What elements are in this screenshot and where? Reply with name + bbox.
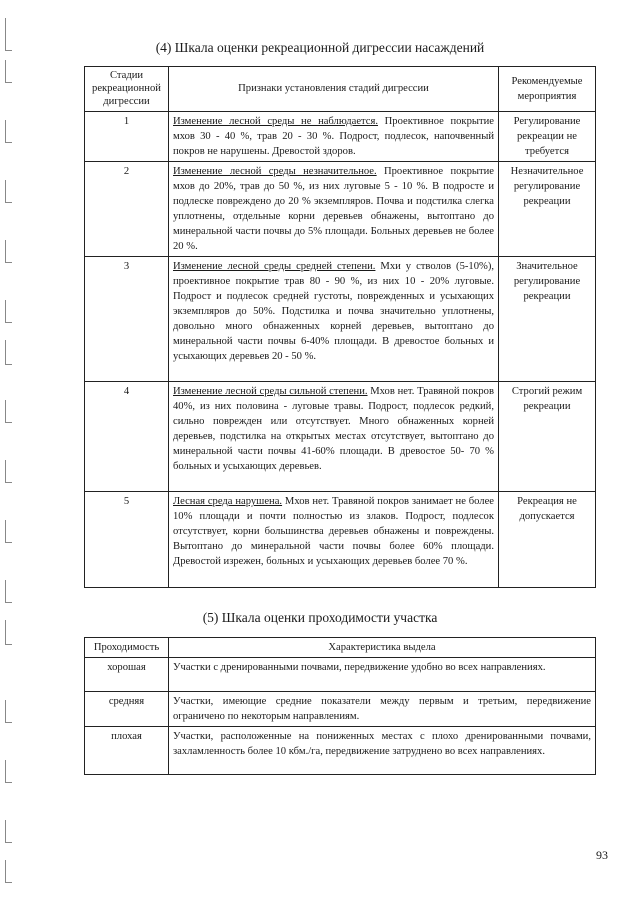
binding-mark	[5, 580, 12, 603]
table-row	[85, 727, 596, 775]
stage-action: Рекреация не допускается	[499, 491, 596, 587]
binding-mark	[5, 240, 12, 263]
digression-scale-table	[84, 66, 596, 588]
stage-lead: Изменение лесной среды сильной степени.	[173, 385, 368, 397]
passability-name: плохая	[85, 727, 169, 775]
table-row	[85, 491, 596, 587]
stage-action: Значительное регулирование рекреации	[499, 256, 596, 381]
binding-mark	[5, 400, 12, 423]
binding-mark	[5, 520, 12, 543]
table-row	[85, 111, 596, 161]
stage-number: 4	[85, 381, 169, 491]
stage-lead: Лесная среда нарушена.	[173, 495, 283, 507]
stage-text: Мхов нет. Травяной покров 40%, из них половина - луговые травы. Подрост, подлесок редкий, сильно поврежден или отсутствует. Много обнаженных корней деревьев, подстилка на открытых местах отсутствует, вытоптано до минеральной части почвы 41-60% площади. В древостое 50- 70 % больных и усыхающих деревьев.	[173, 385, 494, 473]
passability-name: средняя	[85, 692, 169, 727]
stage-text: Мхов нет. Травяной покров занимает не более 10% площади и почти полностью из злаков. Подрост, подлесок отсутствует, корни большинства деревьев обнажены и повреждены. Вытоптано до минеральной части почвы более 60% площади. Древостой изрежен, больных и усыхающих деревьев более 70 %.	[173, 495, 494, 568]
stage-lead: Изменение лесной среды незначительное.	[173, 165, 377, 177]
passability-scale-table	[84, 637, 596, 775]
stage-lead: Изменение лесной среды не наблюдается.	[173, 115, 379, 127]
table-row	[85, 256, 596, 381]
binding-mark	[5, 340, 12, 365]
binding-mark	[5, 120, 12, 143]
passability-description: Участки, расположенные на пониженных местах с плохо дренированными почвами, захламленность более 10 кбм./га, передвижение затруднено во всех направлениях.	[169, 727, 596, 775]
passability-name: хорошая	[85, 658, 169, 692]
header-signs: Признаки установления стадий дигрессии	[169, 67, 499, 112]
stage-signs	[169, 381, 499, 491]
table-row	[85, 658, 596, 692]
stage-signs	[169, 161, 499, 256]
passability-description: Участки с дренированными почвами, передвижение удобно во всех направлениях.	[169, 658, 596, 692]
passability-description: Участки, имеющие средние показатели между первым и третьим, передвижение ограничено по некоторым направлениям.	[169, 692, 596, 727]
page-number: 93	[596, 848, 608, 862]
stage-number: 3	[85, 256, 169, 381]
section-5-title: (5) Шкала оценки проходимости участка	[202, 610, 438, 625]
binding-mark	[5, 300, 12, 323]
stage-action: Незначительное регулирование рекреации	[499, 161, 596, 256]
header-stage: Стадии рекреационной дигрессии	[85, 67, 169, 112]
stage-number: 2	[85, 161, 169, 256]
binding-mark	[5, 860, 12, 883]
binding-mark	[5, 820, 12, 843]
binding-mark	[5, 460, 12, 483]
stage-signs	[169, 111, 499, 161]
header-actions: Рекомендуемые мероприятия	[499, 67, 596, 112]
stage-number: 1	[85, 111, 169, 161]
stage-action: Строгий режим рекреации	[499, 381, 596, 491]
binding-mark	[5, 700, 12, 723]
stage-text: Проективное покрытие мхов 30 - 40 %, трав 20 - 30 %. Подрост, подлесок, напочвенный покров не нарушены. Древостой здоров.	[173, 115, 494, 157]
section-4-title: (4) Шкала оценки рекреационной дигрессии насаждений	[155, 40, 485, 55]
stage-number: 5	[85, 491, 169, 587]
binding-mark	[5, 60, 12, 83]
stage-lead: Изменение лесной среды средней степени.	[173, 260, 376, 272]
stage-action: Регулирование рекреации не требуется	[499, 111, 596, 161]
binding-mark	[5, 760, 12, 783]
binding-mark	[5, 180, 12, 203]
table-header-row	[85, 67, 596, 112]
table-header-row	[85, 638, 596, 658]
table-row	[85, 381, 596, 491]
table-row	[85, 692, 596, 727]
header-passability: Проходимость	[85, 638, 169, 658]
header-characteristic: Характеристика выдела	[169, 638, 596, 658]
table-row	[85, 161, 596, 256]
stage-text: Проективное покрытие мхов до 20%, трав до 50 %, из них луговые 5 - 10 %. В подросте и подлеске повреждено до 20 % экземпляров. Почва и подстилка слегка уплотнены, отдельные корни деревьев обнажены, вытоптано до минеральной части почвы до 5% площади. Больных деревьев не более 20 %.	[173, 165, 494, 252]
stage-signs	[169, 256, 499, 381]
stage-text: Мхи у стволов (5-10%), проективное покрытие трав 80 - 90 %, из них 10 - 20% луговые. Подрост и подлесок средней густоты, поврежденных и усыхающих экземпляров до 50%. Подстилка и почва значительно уплотнены, довольно много обнаженных корней деревьев, вытоптано до минеральной части почвы 6-40% площади. В древостое больных и усыхающих деревьев 20 - 50 %.	[173, 260, 494, 363]
stage-signs	[169, 491, 499, 587]
